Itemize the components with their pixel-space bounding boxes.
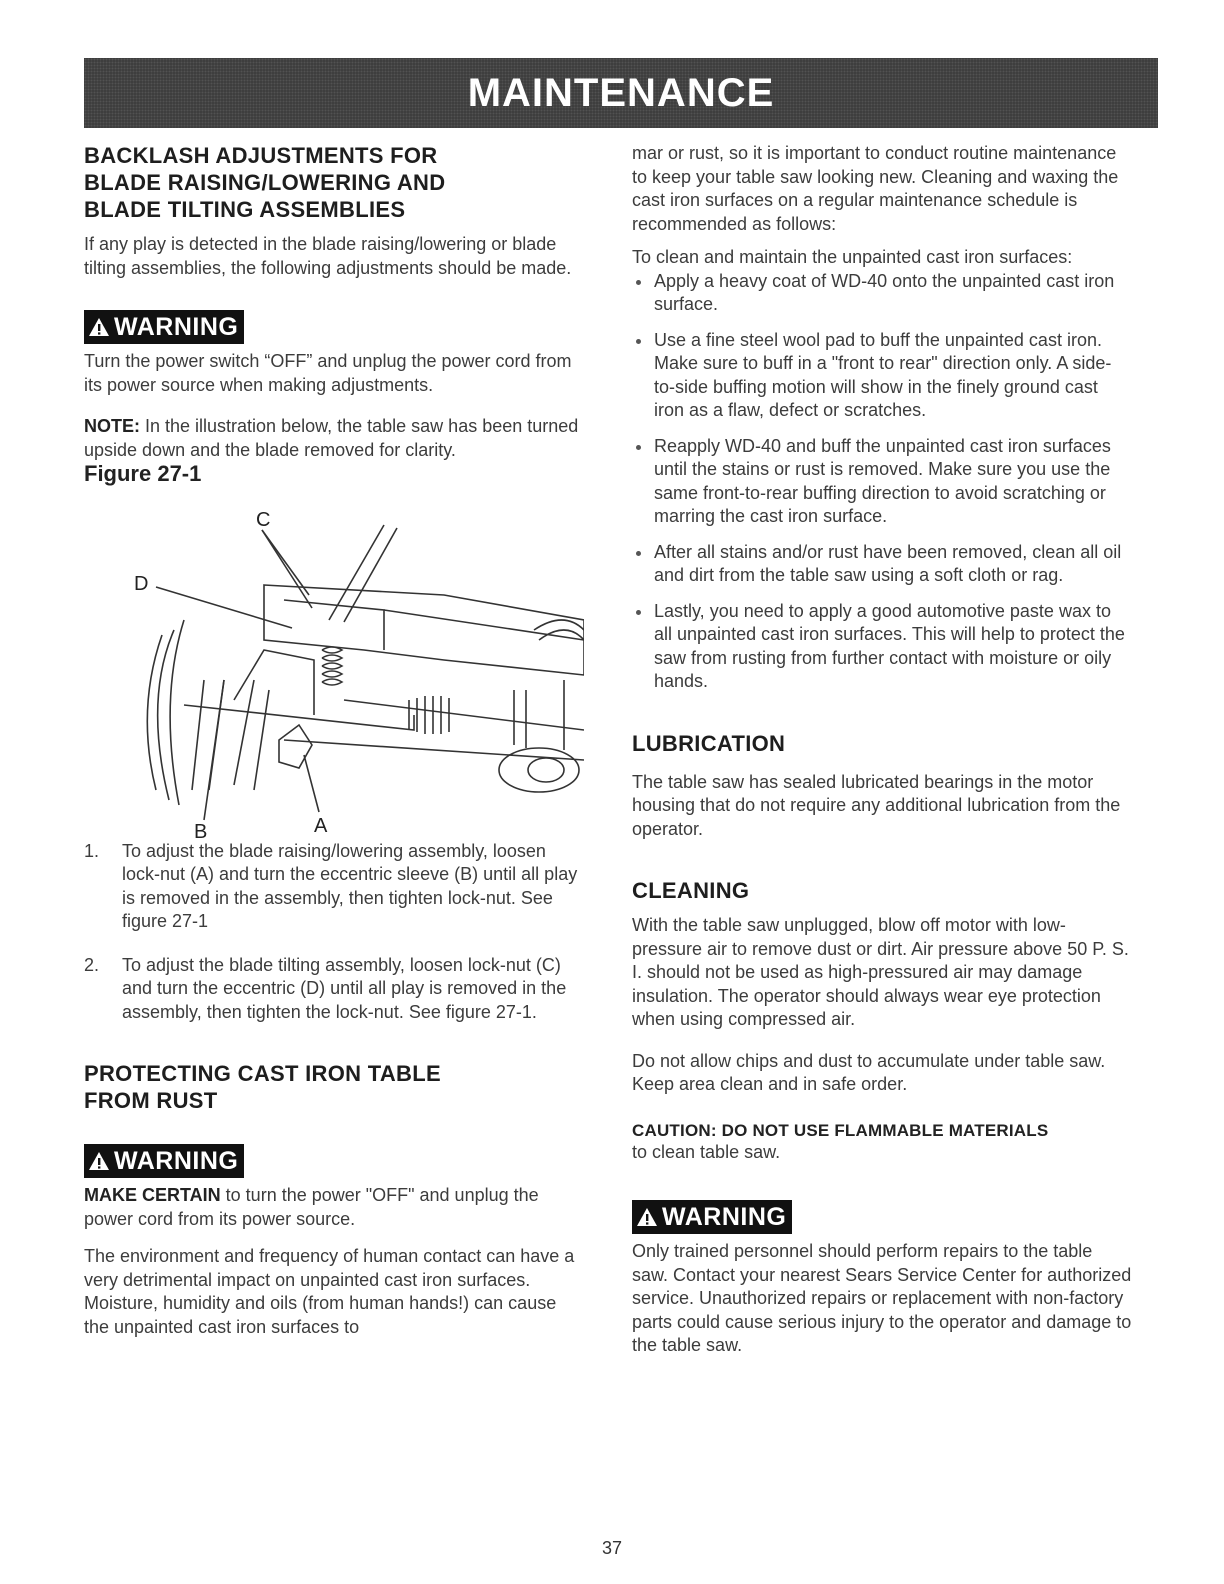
warning-text: WARNING <box>114 313 239 341</box>
bullet-item: Lastly, you need to apply a good automotive paste wax to all unpainted cast iron surfaces. This will help to protect the saw from rusting from further contact with moisture or oily hands. <box>632 600 1132 694</box>
note-text: In the illustration below, the table saw has been turned upside down and the blade removed for clarity. <box>84 416 579 460</box>
step-item <box>84 840 584 934</box>
protecting-heading <box>84 1060 584 1114</box>
warning-text: WARNING <box>662 1203 787 1231</box>
cleaning-bullets <box>632 270 1132 694</box>
caution-block <box>632 1121 1132 1165</box>
warning-triangle-icon <box>88 1150 110 1172</box>
step-text: To adjust the blade tilting assembly, loosen lock-nut (C) and turn the eccentric (D) until all play is removed in the assembly, then tighten the lock-nut. See figure 27-1. <box>122 954 567 1022</box>
note-label: NOTE: <box>84 416 140 436</box>
heading-line: BLADE TILTING ASSEMBLIES <box>84 197 406 222</box>
step-number: 2. <box>84 954 100 975</box>
warning-label <box>84 310 244 344</box>
caution-heading: CAUTION: DO NOT USE FLAMMABLE MATERIALS <box>632 1120 1049 1140</box>
warning-triangle-icon <box>636 1206 658 1228</box>
continued-paragraph: mar or rust, so it is important to conduct routine maintenance to keep your table saw looking new. Cleaning and waxing the cast iron surfaces on a regular maintenance schedule is recommended as follows: <box>632 143 1119 234</box>
make-certain-label: MAKE CERTAIN <box>84 1185 221 1205</box>
warning-2-body: to turn the power "OFF" and unplug the power cord from its power source. <box>84 1185 539 1229</box>
section-banner <box>84 58 1158 128</box>
note-paragraph <box>84 415 584 462</box>
left-column <box>84 142 584 1339</box>
warning-triangle-icon <box>88 316 110 338</box>
step-text: To adjust the blade raising/lowering assembly, loosen lock-nut (A) and turn the eccentric sleeve (B) until all play is removed in the assembly, then tighten lock-nut. See figure 27-1 <box>122 840 578 931</box>
to-clean-paragraph: To clean and maintain the unpainted cast iron surfaces: <box>632 247 1073 267</box>
heading-line: BACKLASH ADJUSTMENTS FOR <box>84 143 438 168</box>
callout-b: B <box>194 820 208 840</box>
warning-box-2 <box>84 1144 584 1178</box>
warning-label <box>84 1144 244 1178</box>
heading-line: FROM RUST <box>84 1088 218 1113</box>
backlash-heading <box>84 142 584 223</box>
backlash-intro: If any play is detected in the blade raising/lowering or blade tilting assemblies, the following adjustments should be made. <box>84 234 572 278</box>
callout-c: C <box>256 508 271 531</box>
warning-text: WARNING <box>114 1147 239 1175</box>
cleaning-text-1: With the table saw unplugged, blow off motor with low-pressure air to remove dust or dirt. Air pressure above 50 P. S. I. should not be used as high-pressured air may damage insulation. The operator should always wear eye protection when using compressed air. <box>632 915 1129 1029</box>
warning-2-text <box>84 1184 584 1231</box>
bullet-item: After all stains and/or rust have been removed, clean all oil and dirt from the table saw using a soft cloth or rag. <box>632 541 1132 588</box>
callout-d: D <box>134 572 149 595</box>
cleaning-heading: CLEANING <box>632 878 750 903</box>
environment-paragraph: The environment and frequency of human contact can have a very detrimental impact on unpainted cast iron surfaces. Moisture, humidity and oils (from human hands!) can cause the unpainted cast iron surfaces to <box>84 1246 575 1337</box>
page-number: 37 <box>601 1538 623 1558</box>
warning-box-3 <box>632 1200 1132 1234</box>
cleaning-text-2: Do not allow chips and dust to accumulate under table saw. Keep area clean and in safe order. <box>632 1050 1106 1094</box>
right-column <box>632 142 1132 1358</box>
warning-label <box>632 1200 792 1234</box>
lubrication-text: The table saw has sealed lubricated bearings in the motor housing that do not require any additional lubrication from the operator. <box>632 771 1121 839</box>
step-item <box>84 954 584 1025</box>
adjustment-steps <box>84 840 584 1025</box>
step-number: 1. <box>84 840 100 861</box>
warning-1-text: Turn the power switch “OFF” and unplug the power cord from its power source when making adjustments. <box>84 351 572 395</box>
bullet-item: Reapply WD-40 and buff the unpainted cast iron surfaces until the stains or rust is removed. Make sure you use the same front-to-rear buffing direction to avoid scratching or marring the cast iron surface. <box>632 435 1132 529</box>
bullet-item: Apply a heavy coat of WD-40 onto the unpainted cast iron surface. <box>632 270 1132 317</box>
callout-a: A <box>314 814 328 837</box>
lubrication-heading: LUBRICATION <box>632 730 786 756</box>
heading-line: BLADE RAISING/LOWERING AND <box>84 170 446 195</box>
figure-title: Figure 27-1 <box>84 461 202 486</box>
warning-box-1 <box>84 310 584 344</box>
figure-27-1-illustration <box>84 500 584 840</box>
caution-text: to clean table saw. <box>632 1141 781 1162</box>
bullet-item: Use a fine steel wool pad to buff the unpainted cast iron. Make sure to buff in a "front to rear" direction only. A side-to-side buffing motion will show in the finely ground cast iron as a flaw, defect or scratches. <box>632 329 1132 423</box>
banner-title: MAINTENANCE <box>467 70 775 115</box>
heading-line: PROTECTING CAST IRON TABLE <box>84 1061 441 1086</box>
warning-3-text: Only trained personnel should perform repairs to the table saw. Contact your nearest Sears Service Center for authorized service. Unauthorized repairs or replacement with non-factory parts could cause serious injury to the operator and damage to the table saw. <box>632 1241 1132 1355</box>
